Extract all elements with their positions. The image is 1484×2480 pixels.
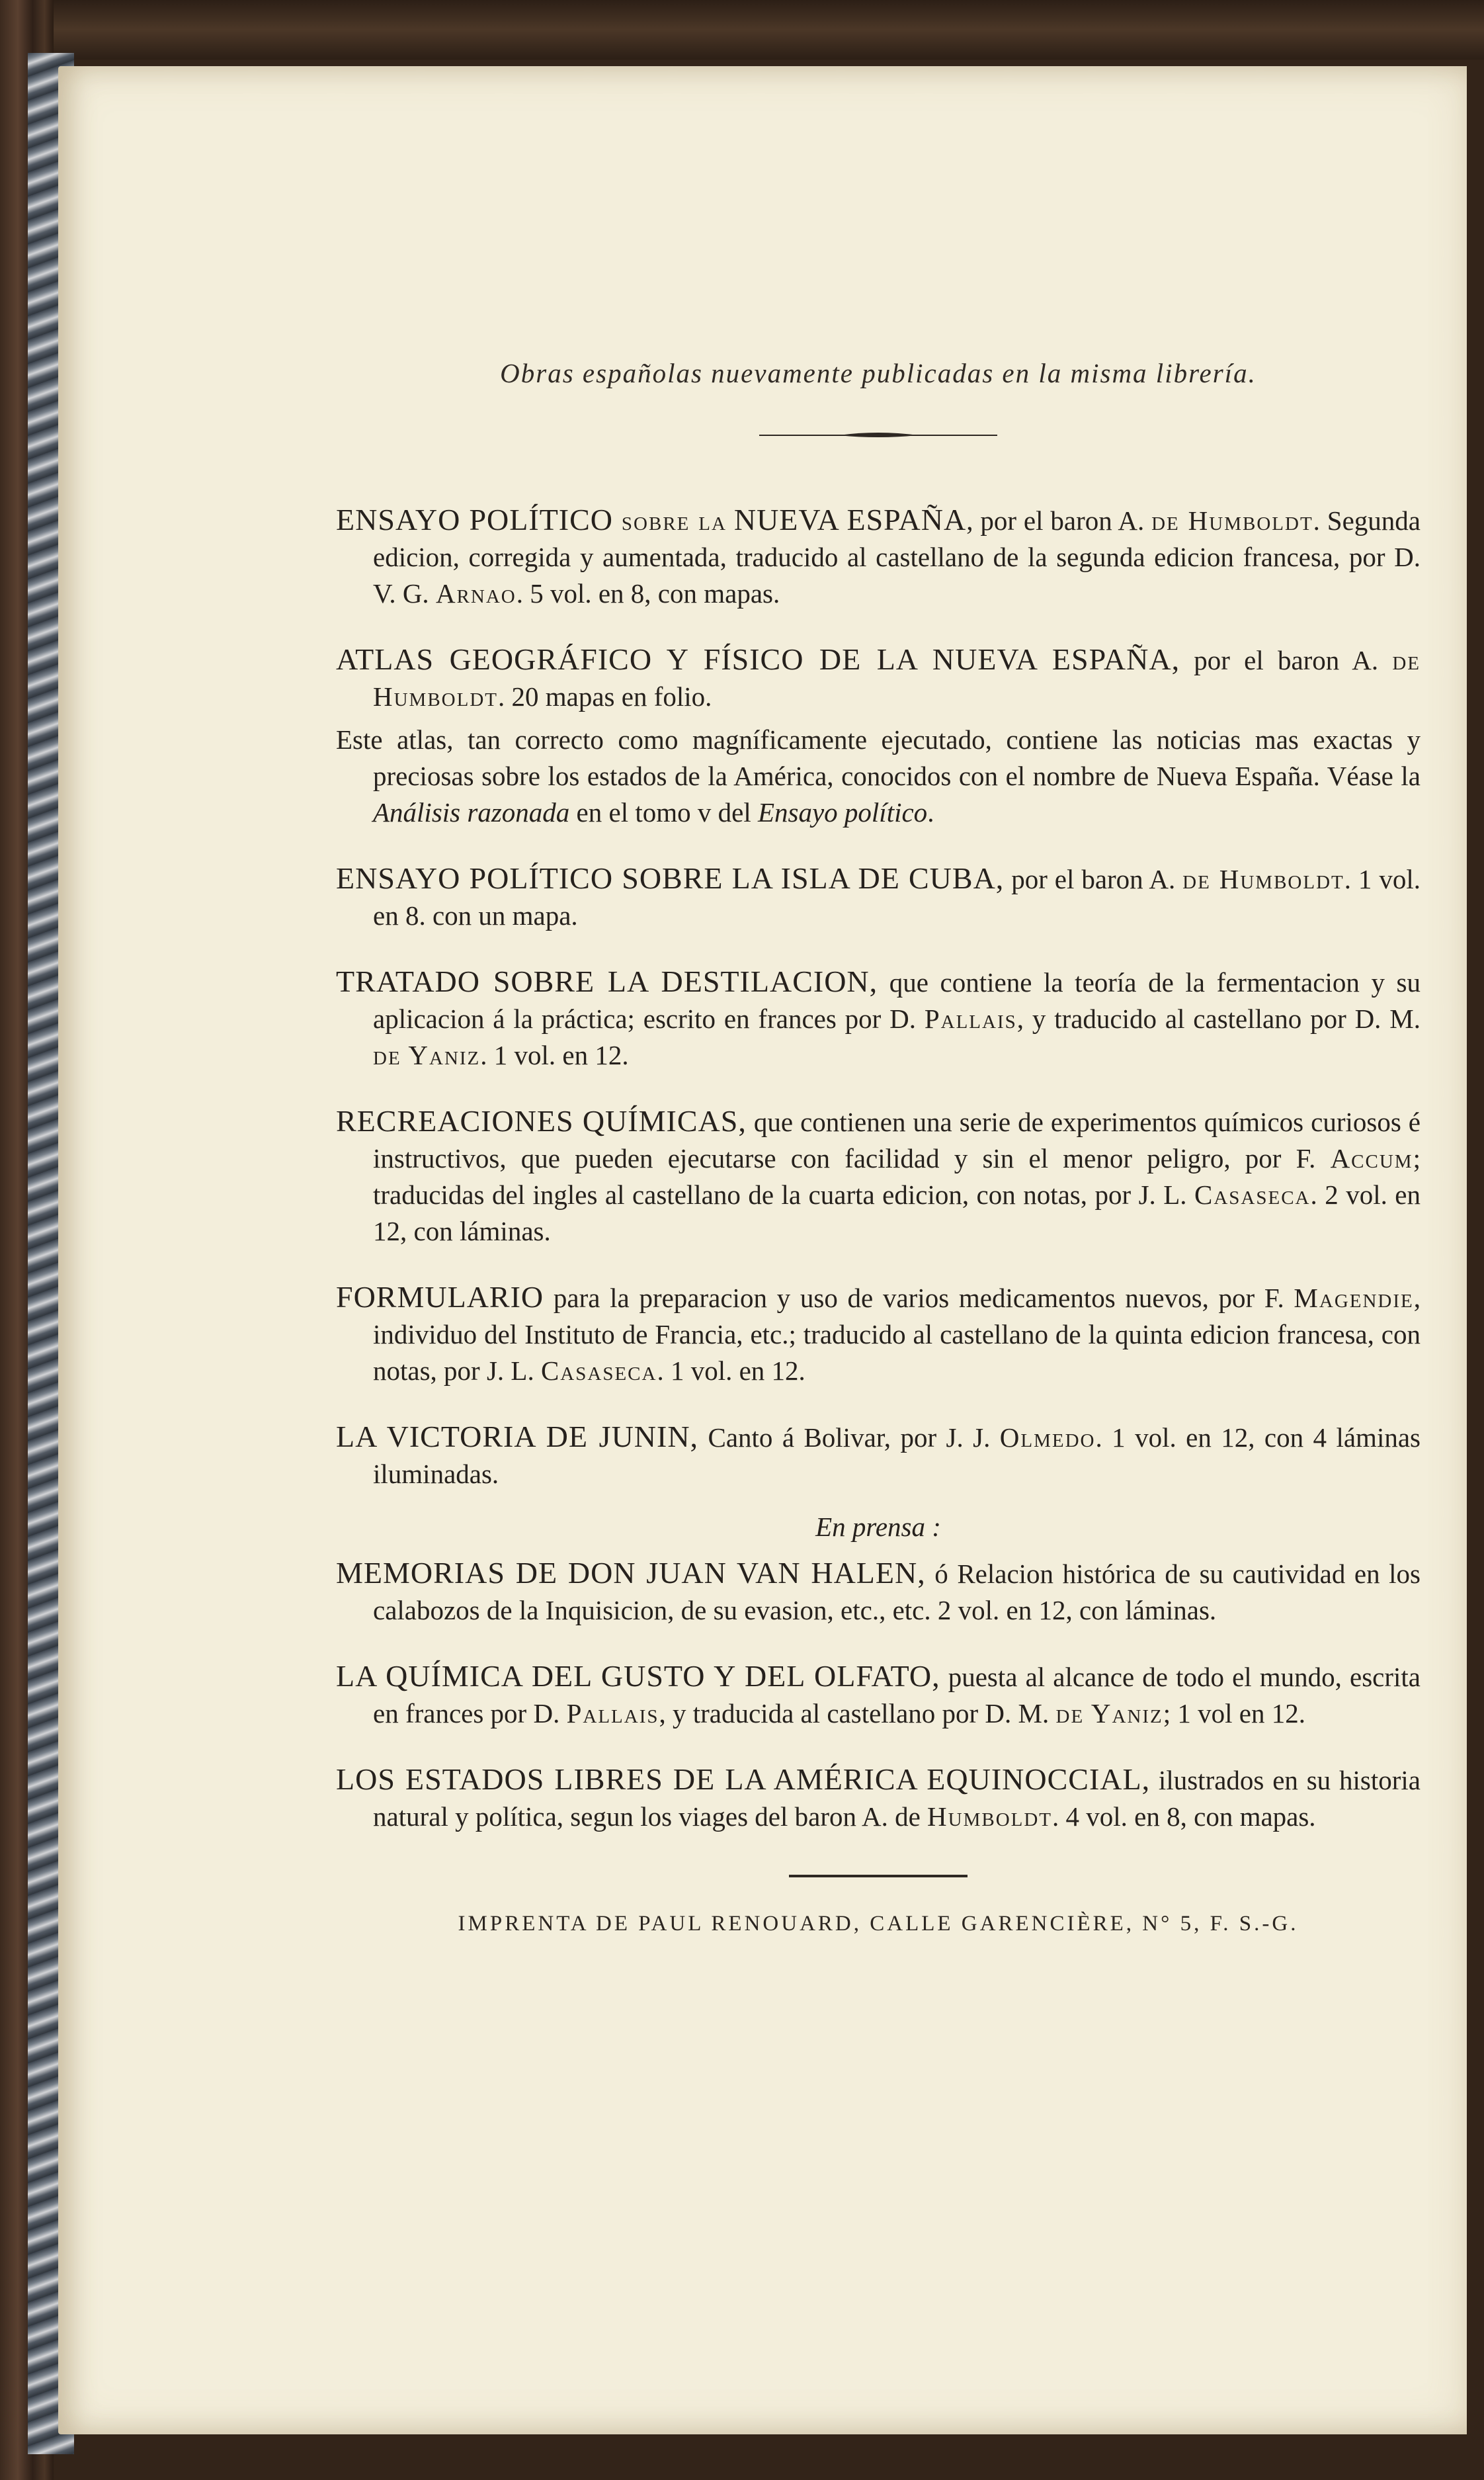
entry-title: ENSAYO POLÍTICO SOBRE LA ISLA DE CUBA, [336,861,1005,895]
author-name: Magendie [1294,1283,1414,1313]
translator-name: Arnao [435,578,516,609]
catalog-entry: ENSAYO POLÍTICO SOBRE LA ISLA DE CUBA, por el baron A. de Humboldt. 1 vol. en 8. con un mapa. [336,861,1421,931]
entry-title: FORMULARIO [336,1280,544,1314]
author-name: de Humboldt [1151,505,1313,536]
catalog-entry: LA VICTORIA DE JUNIN, Canto á Bolivar, por J. J. Olmedo. 1 vol. en 12, con 4 láminas iluminadas. [336,1420,1421,1489]
entry-title: LOS ESTADOS LIBRES DE LA AMÉRICA EQUINOCCIAL, [336,1762,1151,1796]
catalog-entry: ATLAS GEOGRÁFICO Y FÍSICO DE LA NUEVA ESPAÑA, por el baron A. de Humboldt. 20 mapas en folio. [336,642,1421,712]
author-name: de Humboldt [1182,864,1344,894]
catalog-entry: ENSAYO POLÍTICO sobre la NUEVA ESPAÑA, por el baron A. de Humboldt. Segunda edicion, corregida y aumentada, traducido al castellano de la segunda edicion francesa, por D. V. G. Arnao. 5 vol. en 8, con mapas. [336,503,1421,609]
entry-title: LA VICTORIA DE JUNIN, [336,1420,699,1453]
page-heading: Obras españolas nuevamente publicadas en la misma librería. [500,358,1257,388]
press-entry: LOS ESTADOS LIBRES DE LA AMÉRICA EQUINOCCIAL, ilustrados en su historia natural y política, segun los viages del baron A. de Humboldt. 4 vol. en 8, con mapas. [336,1762,1421,1832]
translator-name: de Yaniz [373,1040,481,1070]
catalog-entry: FORMULARIO para la preparacion y uso de varios medicamentos nuevos, por F. Magendie, individuo del Instituto de Francia, etc.; traducido al castellano de la quinta edicion francesa, con notas, por J. L. Casaseca. 1 vol. en 12. [336,1280,1421,1386]
page-content [336,357,1421,1936]
translator-name: Casaseca [1194,1179,1311,1210]
printer-imprint: IMPRENTA DE PAUL RENOUARD, CALLE GARENCIÈRE, N° 5, F. S.-G. [458,1912,1299,1936]
entry-title: RECREACIONES QUÍMICAS, [336,1104,747,1138]
catalog-entry: TRATADO SOBRE LA DESTILACION, que contiene la teoría de la fermentacion y su aplicacion á la práctica; escrito en frances por D. Pallais, y traducido al castellano por D. M. de Yaniz. 1 vol. en 12. [336,964,1421,1070]
author-name: de Humboldt [373,645,1421,712]
press-entry: MEMORIAS DE DON JUAN VAN HALEN, ó Relacion histórica de su cautividad en los calabozos de la Inquisicion, de su evasion, etc., etc. 2 vol. en 12, con láminas. [336,1556,1421,1625]
entry-title: ATLAS GEOGRÁFICO Y FÍSICO DE LA NUEVA ESPAÑA, [336,642,1180,676]
author-name: Accum [1330,1143,1413,1174]
entry-title-connector: sobre la [621,505,727,536]
translator-name: de Yaniz [1055,1698,1163,1729]
ornament-rule-icon [759,429,997,442]
author-name: Pallais [566,1698,659,1729]
press-entry: LA QUÍMICA DEL GUSTO Y DEL OLFATO, puesta al alcance de todo el mundo, escrita en frances por D. Pallais, y traducida al castellano por D. M. de Yaniz; 1 vol en 12. [336,1659,1421,1729]
divider-rule [789,1875,968,1877]
catalog-entry: RECREACIONES QUÍMICAS, que contienen una serie de experimentos químicos curiosos é instructivos, que pueden ejecutarse con facilidad y sin el menor peligro, por F. Accum; traducidas del ingles al castellano de la cuarta edicion, con notas, por J. L. Casaseca. 2 vol. en 12, con láminas. [336,1104,1421,1246]
author-name: Humboldt [927,1801,1053,1832]
author-name: Olmedo [999,1422,1096,1453]
entry-title: ENSAYO POLÍTICO [336,503,614,536]
translator-name: Casaseca [540,1355,657,1386]
catalog-entry-note: Este atlas, tan correcto como magníficamente ejecutado, contiene las noticias mas exactas y preciosas sobre los estados de la América, conocidos con el nombre de Nueva España. Véase la Análisis razonada en el tomo v del Ensayo político. [336,724,1421,828]
entry-title: LA QUÍMICA DEL GUSTO Y DEL OLFATO, [336,1659,940,1693]
author-name: Pallais [924,1004,1017,1034]
entry-title-cont: NUEVA ESPAÑA [733,503,967,536]
in-press-label: En prensa : [815,1512,941,1542]
entry-title: TRATADO SOBRE LA DESTILACION, [336,964,878,998]
book-page [58,66,1467,2434]
entry-title: MEMORIAS DE DON JUAN VAN HALEN, [336,1556,926,1590]
